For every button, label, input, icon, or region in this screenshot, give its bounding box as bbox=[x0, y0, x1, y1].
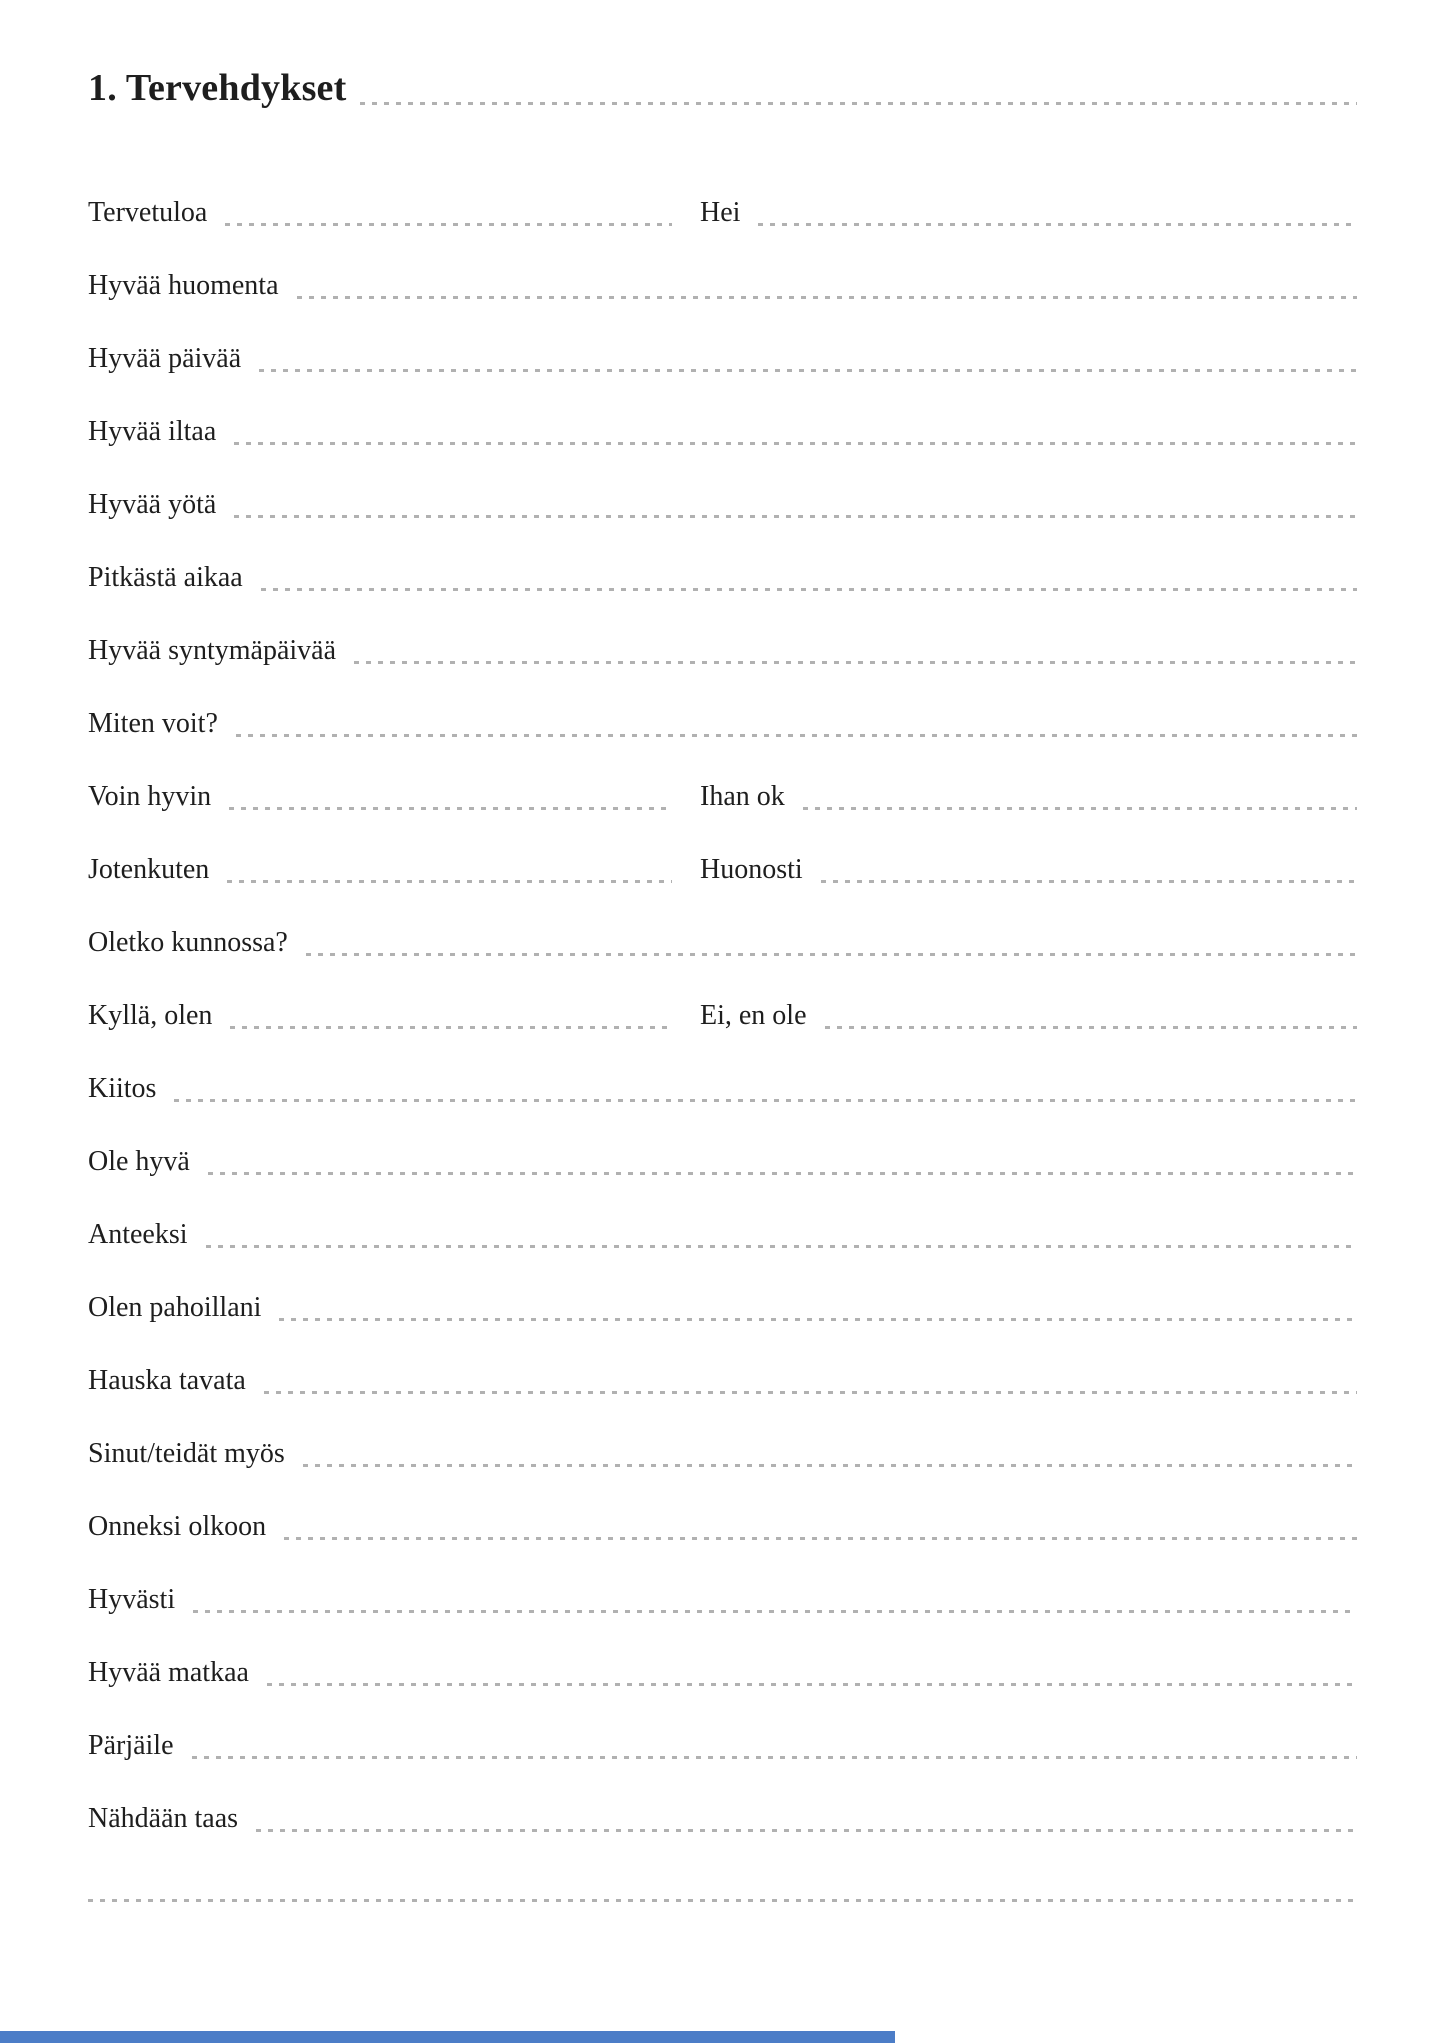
answer-line bbox=[192, 1756, 1357, 1759]
vocab-cell-left bbox=[88, 1290, 1357, 1326]
vocab-cell-left bbox=[88, 560, 1357, 596]
vocab-cell-left bbox=[88, 1436, 1357, 1472]
vocab-cell-left bbox=[88, 1801, 1357, 1837]
vocab-list bbox=[88, 158, 1357, 1837]
finnish-term: Tervetuloa bbox=[88, 197, 208, 228]
answer-line bbox=[227, 880, 672, 883]
answer-line bbox=[259, 369, 1357, 372]
vocab-row bbox=[88, 596, 1357, 669]
finnish-term: Hyvää matkaa bbox=[88, 1657, 249, 1688]
answer-line bbox=[279, 1318, 1357, 1321]
answer-line bbox=[236, 734, 1357, 737]
finnish-term: Hyvää iltaa bbox=[88, 416, 217, 447]
finnish-term: Ihan ok bbox=[700, 781, 785, 812]
finnish-term: Hyvää syntymäpäivää bbox=[88, 635, 337, 666]
finnish-term: Miten voit? bbox=[88, 708, 218, 739]
answer-line bbox=[267, 1683, 1357, 1686]
finnish-term: Hyvää päivää bbox=[88, 343, 242, 374]
vocab-cell-left bbox=[88, 1217, 1357, 1253]
title-dotted-line bbox=[360, 102, 1357, 105]
finnish-term: Olen pahoillani bbox=[88, 1292, 262, 1323]
finnish-term: Pärjäile bbox=[88, 1730, 174, 1761]
answer-line bbox=[261, 588, 1357, 591]
vocab-row bbox=[88, 1399, 1357, 1472]
answer-line bbox=[225, 223, 672, 226]
finnish-term: Ei, en ole bbox=[700, 1000, 807, 1031]
finnish-term: Anteeksi bbox=[88, 1219, 188, 1250]
page-bottom-accent-bar bbox=[0, 2031, 895, 2043]
vocab-cell-left bbox=[88, 268, 1357, 304]
answer-line bbox=[208, 1172, 1357, 1175]
section-header bbox=[88, 64, 1357, 112]
vocab-row bbox=[88, 888, 1357, 961]
vocab-row bbox=[88, 450, 1357, 523]
answer-line bbox=[758, 223, 1357, 226]
answer-line bbox=[256, 1829, 1357, 1832]
vocab-row bbox=[88, 815, 1357, 888]
vocab-row bbox=[88, 1107, 1357, 1180]
vocab-row bbox=[88, 158, 1357, 231]
finnish-term: Hyvästi bbox=[88, 1584, 176, 1615]
vocab-cell-right bbox=[700, 852, 1357, 888]
answer-line bbox=[234, 515, 1357, 518]
vocab-row bbox=[88, 1472, 1357, 1545]
vocab-cell-left bbox=[88, 633, 1357, 669]
vocab-cell-left bbox=[88, 1071, 1357, 1107]
vocab-cell-left bbox=[88, 414, 1357, 450]
vocab-cell-left bbox=[88, 706, 1357, 742]
answer-line bbox=[234, 442, 1357, 445]
vocab-row bbox=[88, 1034, 1357, 1107]
finnish-term: Sinut/teidät myös bbox=[88, 1438, 285, 1469]
vocab-cell-left bbox=[88, 1655, 1357, 1691]
vocab-cell-left bbox=[88, 1363, 1357, 1399]
answer-line bbox=[264, 1391, 1357, 1394]
vocab-row bbox=[88, 1545, 1357, 1618]
vocab-row bbox=[88, 1764, 1357, 1837]
finnish-term: Jotenkuten bbox=[88, 854, 210, 885]
finnish-term: Oletko kunnossa? bbox=[88, 927, 288, 958]
answer-line bbox=[206, 1245, 1357, 1248]
vocab-row bbox=[88, 1180, 1357, 1253]
answer-line bbox=[825, 1026, 1357, 1029]
vocab-cell-left bbox=[88, 195, 672, 231]
vocab-cell-left bbox=[88, 1144, 1357, 1180]
vocab-row bbox=[88, 669, 1357, 742]
answer-line bbox=[803, 807, 1357, 810]
finnish-term: Ole hyvä bbox=[88, 1146, 190, 1177]
vocab-cell-left bbox=[88, 1509, 1357, 1545]
finnish-term: Onneksi olkoon bbox=[88, 1511, 267, 1542]
vocab-cell-left bbox=[88, 341, 1357, 377]
vocab-row bbox=[88, 742, 1357, 815]
answer-line bbox=[193, 1610, 1357, 1613]
finnish-term: Hauska tavata bbox=[88, 1365, 246, 1396]
page-title: 1. Tervehdykset bbox=[88, 67, 347, 109]
finnish-term: Nähdään taas bbox=[88, 1803, 239, 1834]
answer-line bbox=[230, 1026, 672, 1029]
answer-line bbox=[174, 1099, 1357, 1102]
answer-line bbox=[354, 661, 1357, 664]
finnish-term: Kyllä, olen bbox=[88, 1000, 213, 1031]
answer-line bbox=[821, 880, 1357, 883]
vocab-cell-right bbox=[700, 998, 1357, 1034]
vocab-cell-right bbox=[700, 195, 1357, 231]
vocab-row bbox=[88, 304, 1357, 377]
vocab-cell-left bbox=[88, 852, 672, 888]
vocab-row bbox=[88, 961, 1357, 1034]
finnish-term: Pitkästä aikaa bbox=[88, 562, 243, 593]
vocab-cell-left bbox=[88, 1728, 1357, 1764]
finnish-term: Hyvää yötä bbox=[88, 489, 217, 520]
vocab-cell-left bbox=[88, 487, 1357, 523]
vocab-cell-left bbox=[88, 779, 672, 815]
answer-line bbox=[284, 1537, 1357, 1540]
answer-line bbox=[229, 807, 672, 810]
finnish-term: Voin hyvin bbox=[88, 781, 212, 812]
bottom-dotted-line bbox=[88, 1899, 1357, 1902]
answer-line bbox=[303, 1464, 1357, 1467]
vocab-row bbox=[88, 1326, 1357, 1399]
vocab-cell-left bbox=[88, 1582, 1357, 1618]
finnish-term: Hei bbox=[700, 197, 741, 228]
finnish-term: Kiitos bbox=[88, 1073, 157, 1104]
finnish-term: Hyvää huomenta bbox=[88, 270, 279, 301]
vocab-row bbox=[88, 1253, 1357, 1326]
vocab-row bbox=[88, 523, 1357, 596]
vocab-row bbox=[88, 1618, 1357, 1691]
vocab-row bbox=[88, 231, 1357, 304]
finnish-term: Huonosti bbox=[700, 854, 803, 885]
vocab-row bbox=[88, 377, 1357, 450]
vocab-cell-left bbox=[88, 998, 672, 1034]
answer-line bbox=[306, 953, 1357, 956]
vocab-cell-right bbox=[700, 779, 1357, 815]
vocab-cell-left bbox=[88, 925, 1357, 961]
vocab-row bbox=[88, 1691, 1357, 1764]
answer-line bbox=[297, 296, 1358, 299]
